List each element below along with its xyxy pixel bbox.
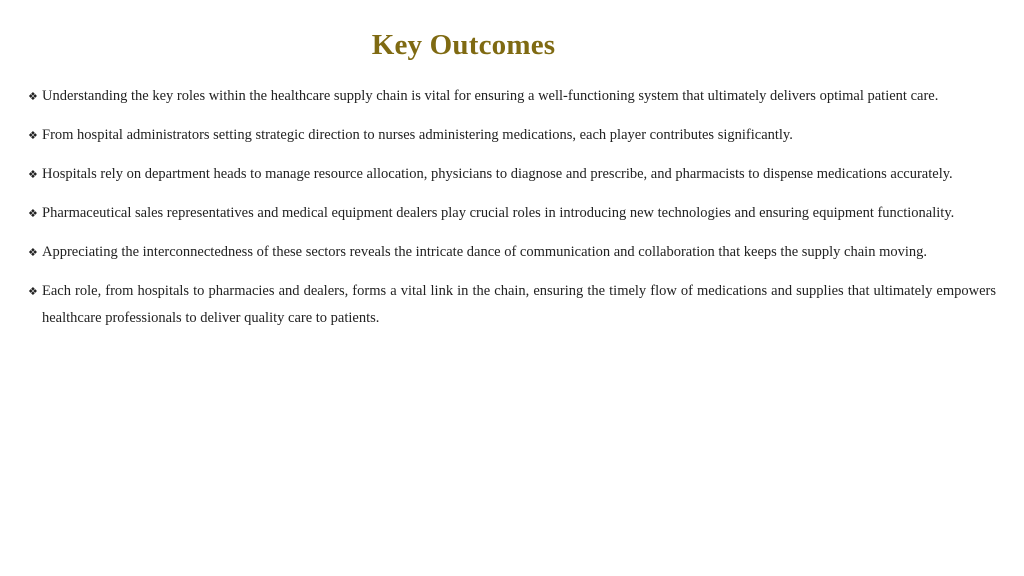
bullet-item (28, 161, 996, 188)
diamond-bullet-icon: ❖ (28, 129, 38, 142)
diamond-bullet-icon: ❖ (28, 285, 38, 298)
bullet-item (28, 200, 996, 227)
bullet-text: From hospital administrators setting strategic direction to nurses administering medications, each player contributes significantly. (42, 127, 793, 143)
diamond-bullet-icon: ❖ (28, 90, 38, 103)
diamond-bullet-icon: ❖ (28, 246, 38, 259)
slide-title: Key Outcomes (371, 29, 556, 61)
bullet-item (28, 278, 996, 332)
bullet-text: Pharmaceutical sales representatives and medical equipment dealers play crucial roles in introducing new technologies and ensuring equipment functionality. (42, 205, 955, 221)
bullet-text: Appreciating the interconnectedness of these sectors reveals the intricate dance of communication and collaboration that keeps the supply chain moving. (42, 244, 928, 260)
bullet-item (28, 122, 996, 149)
bullet-text: Hospitals rely on department heads to manage resource allocation, physicians to diagnose and prescribe, and pharmacists to dispense medications accurately. (42, 166, 953, 182)
diamond-bullet-icon: ❖ (28, 207, 38, 220)
bullet-item (28, 239, 996, 266)
bullet-item (28, 83, 996, 110)
bullet-text: Each role, from hospitals to pharmacies and dealers, forms a vital link in the chain, ensuring the timely flow of medications and supplies that ultimately empowers healthcare professionals to deliver quality care to patients. (42, 283, 996, 326)
bullet-text: Understanding the key roles within the healthcare supply chain is vital for ensuring a well-functioning system that ultimately delivers optimal patient care. (42, 88, 939, 104)
diamond-bullet-icon: ❖ (28, 168, 38, 181)
bullet-list (28, 83, 996, 344)
